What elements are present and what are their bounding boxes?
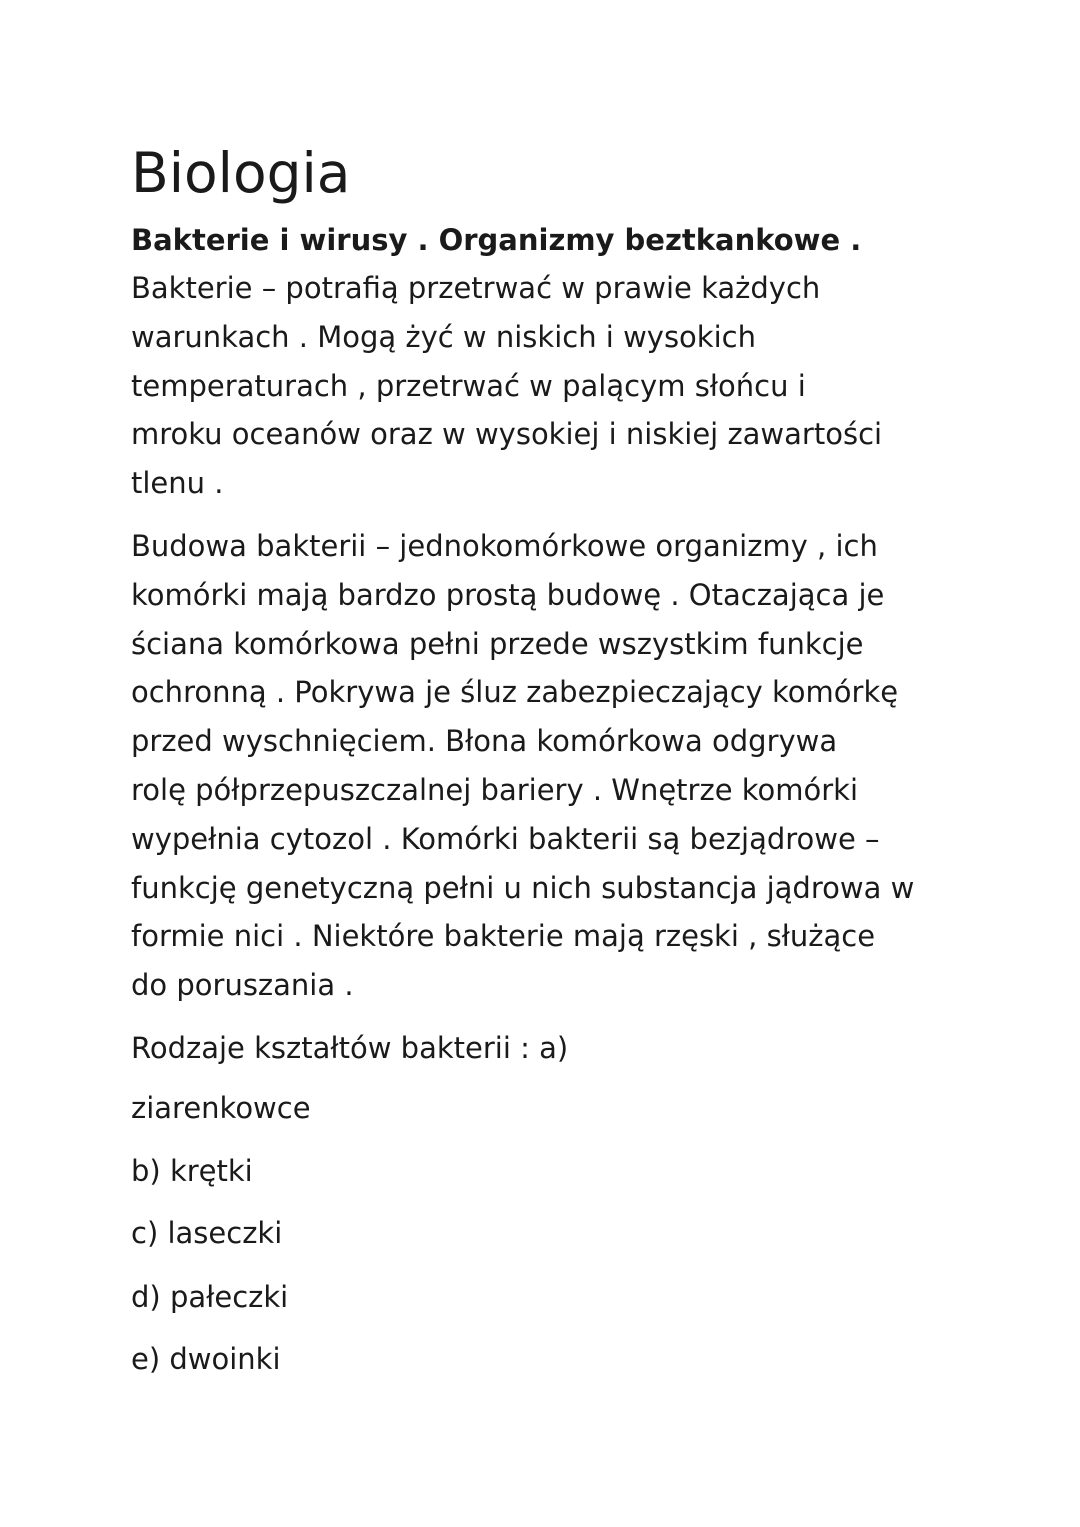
shape-item-spirochetes: b) krętki (131, 1154, 253, 1188)
paragraph-line: ochronną . Pokrywa je śluz zabezpieczający komórkę (131, 675, 899, 710)
shapes-intro: Rodzaje kształtów bakterii : a) (131, 1031, 569, 1065)
paragraph-line: tlenu . (131, 466, 224, 501)
shape-item-bacilli: c) laseczki (131, 1216, 283, 1250)
paragraph-line: wypełnia cytozol . Komórki bakterii są bezjądrowe – (131, 821, 880, 856)
paragraph-line: formie nici . Niektóre bakterie mają rzęski , służące (131, 919, 876, 954)
paragraph-line: przed wyschnięciem. Błona komórkowa odgrywa (131, 724, 838, 759)
paragraph-line: mroku oceanów oraz w wysokiej i niskiej zawartości (131, 417, 883, 452)
shape-item-cocci: ziarenkowce (131, 1091, 311, 1125)
section-subtitle: Bakterie i wirusy . Organizmy beztkankowe . (131, 223, 862, 257)
bacteria-structure-paragraph (131, 522, 961, 1010)
shape-item-rods: d) pałeczki (131, 1280, 289, 1314)
paragraph-line: do poruszania . (131, 968, 354, 1003)
paragraph-line: warunkach . Mogą żyć w niskich i wysokich (131, 319, 756, 354)
paragraph-line: rolę półprzepuszczalnej bariery . Wnętrze komórki (131, 772, 859, 807)
paragraph-line: funkcję genetyczną pełni u nich substancja jądrowa w (131, 870, 915, 905)
paragraph-line: Budowa bakterii – jednokomórkowe organizmy , ich (131, 529, 878, 563)
shape-item-diplococci: e) dwoinki (131, 1342, 281, 1376)
paragraph-line: komórki mają bardzo prostą budowę . Otaczająca je (131, 577, 885, 612)
paragraph-line: temperaturach , przetrwać w palącym słońcu i (131, 368, 806, 403)
bacteria-survival-paragraph (131, 264, 961, 508)
page-title: Biologia (131, 141, 351, 205)
paragraph-line: Bakterie – potrafią przetrwać w prawie każdych (131, 271, 821, 305)
paragraph-line: ściana komórkowa pełni przede wszystkim funkcje (131, 626, 864, 661)
